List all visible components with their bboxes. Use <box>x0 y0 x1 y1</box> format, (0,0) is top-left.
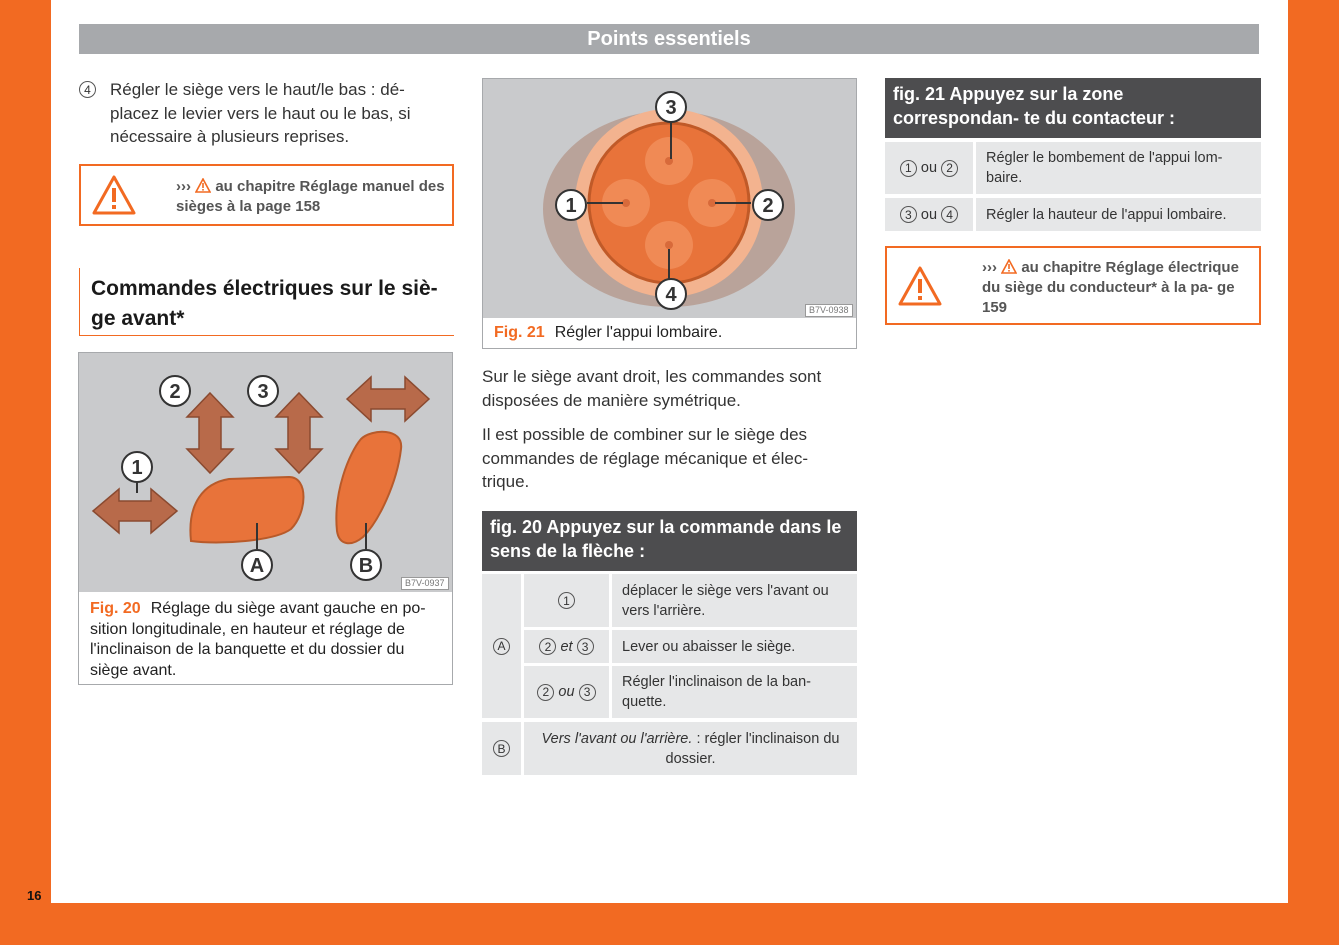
lumbar-callout-1: 1 <box>565 195 577 217</box>
warning-triangle-icon <box>897 265 943 307</box>
key-badge: 3 <box>900 206 917 223</box>
warning-text <box>982 258 1252 318</box>
more-arrows: ››› <box>176 178 191 195</box>
figure-20-caption <box>90 599 445 681</box>
key-badge: 2 <box>537 684 554 701</box>
table-20-group-a <box>482 574 521 718</box>
seat-controls-illustration <box>79 353 452 592</box>
table-21-title: fig. 21 Appuyez sur la zone correspondan- te du contacteur : <box>885 78 1261 138</box>
small-warning-icon <box>1001 259 1017 274</box>
figure-20-code: B7V-0937 <box>401 577 449 590</box>
join-word: ou <box>920 160 938 176</box>
group-b-badge: B <box>493 740 510 757</box>
key-badge: 2 <box>941 160 958 177</box>
table-20-row2-text: Lever ou abaisser le siège. <box>612 630 857 663</box>
group-a-badge: A <box>493 638 510 655</box>
warning-link-text[interactable]: au chapitre Réglage électrique du siège du conducteur* à la pa- ge 159 <box>982 259 1239 316</box>
table-21-row1-key <box>885 142 973 194</box>
table-20-row3-key <box>524 666 609 718</box>
small-warning-icon <box>195 178 211 193</box>
table-21-row1-text: Régler le bombement de l'appui lom- baire. <box>976 142 1261 194</box>
join-word: ou <box>920 206 938 223</box>
figure-21-illustration <box>483 79 856 318</box>
callout-1: 1 <box>131 457 143 479</box>
lumbar-control-illustration <box>483 79 856 318</box>
paragraph-combine: Il est possible de combiner sur le siège des commandes de réglage mécanique et élec- trique. <box>482 425 809 491</box>
table-20-group-b <box>482 722 521 775</box>
table-21-row2-text: Régler la hauteur de l'appui lombaire. <box>976 198 1261 231</box>
warning-triangle-icon <box>91 174 137 216</box>
figure-20-label: Fig. 20 <box>90 600 141 617</box>
table-20-title: fig. 20 Appuyez sur la commande dans le sens de la flèche : <box>482 511 857 571</box>
key-badge: 3 <box>577 638 594 655</box>
section-title: Commandes électriques sur le siè- ge avant* <box>91 277 438 330</box>
key-badge: 2 <box>539 638 556 655</box>
callout-B: B <box>358 555 374 577</box>
lumbar-callout-3: 3 <box>665 97 677 119</box>
table-20-row3-text: Régler l'inclinaison de la ban- quette. <box>612 666 857 718</box>
table-21-row2-key <box>885 198 973 231</box>
figure-21 <box>482 78 857 349</box>
table-20-row2-key <box>524 630 609 663</box>
table-20-row1-text: déplacer le siège vers l'avant ou vers l'arrière. <box>612 574 857 627</box>
key-badge: 3 <box>579 684 596 701</box>
lumbar-callout-4: 4 <box>665 284 677 306</box>
step-4-text: Régler le siège vers le haut/le bas : dé- placez le levier vers le haut ou le bas, si nécessaire à plusieurs reprises. <box>110 80 411 146</box>
more-arrows: ››› <box>982 259 997 276</box>
step-number-badge: 4 <box>79 81 96 98</box>
callout-2: 2 <box>169 381 181 403</box>
figure-21-caption <box>494 323 849 344</box>
bottom-band <box>0 903 1339 945</box>
section-heading-box <box>79 268 454 336</box>
key-badge: 4 <box>941 206 958 223</box>
page-number: 16 <box>27 888 42 903</box>
key-badge: 1 <box>900 160 917 177</box>
table-20-row-b-text <box>524 722 857 775</box>
key-badge: 1 <box>558 592 575 609</box>
warning-link-text[interactable]: au chapitre Réglage manuel des sièges à la page 158 <box>176 178 445 215</box>
warning-box-electric-adjust <box>885 246 1261 325</box>
figure-20-illustration <box>79 353 452 592</box>
figure-21-label: Fig. 21 <box>494 324 545 341</box>
figure-21-caption-text: Régler l'appui lombaire. <box>554 324 723 341</box>
warning-text <box>176 177 446 217</box>
callout-A: A <box>249 555 265 577</box>
callout-3: 3 <box>257 381 269 403</box>
join-word: et <box>560 638 573 655</box>
warning-box-manual-adjust <box>79 164 454 226</box>
figure-20-caption-text: Réglage du siège avant gauche en po- sition longitudinale, en hauteur et réglage de l'inclinaison de la banquette et du dossier du siège avant. <box>90 600 426 679</box>
join-word: ou <box>558 684 575 700</box>
step-4 <box>79 78 453 149</box>
lumbar-callout-2: 2 <box>762 195 774 217</box>
figure-20 <box>78 352 453 685</box>
row-b-italic: Vers l'avant ou l'arrière. <box>541 730 693 747</box>
row-b-text: : régler l'inclinaison du dossier. <box>665 730 840 767</box>
figure-21-code: B7V-0938 <box>805 304 853 317</box>
table-20-row1-key <box>524 574 609 627</box>
page-header: Points essentiels <box>79 24 1259 54</box>
paragraph-symmetric: Sur le siège avant droit, les commandes sont disposées de manière symétrique. <box>482 367 822 410</box>
